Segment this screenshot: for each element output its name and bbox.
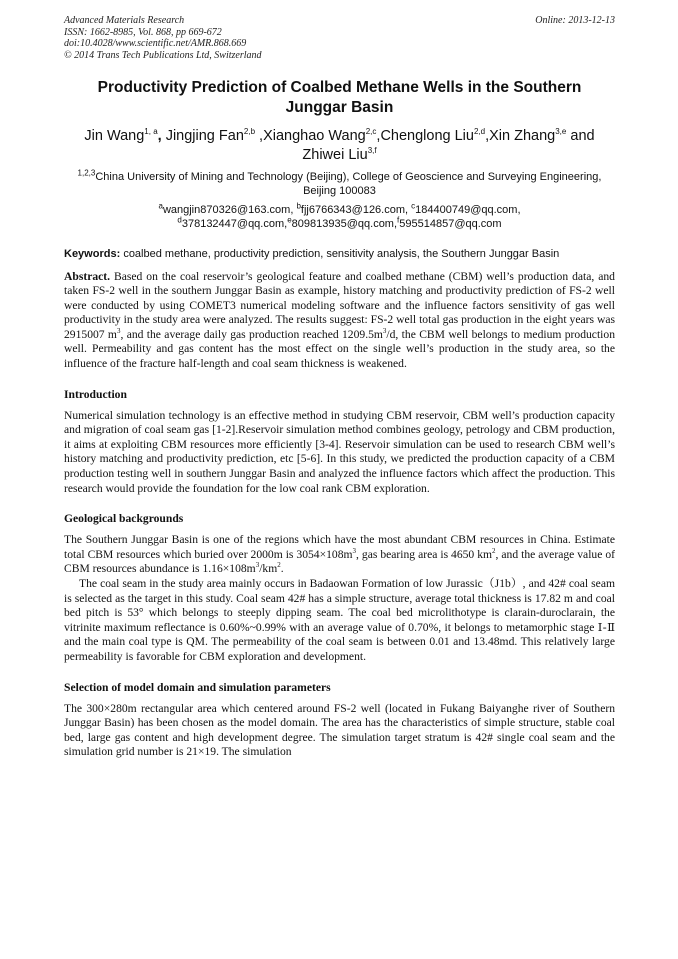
author-affiliation-marker: 3,e xyxy=(555,127,567,137)
issn-line: ISSN: 1662-8985, Vol. 868, pp 669-672 xyxy=(64,26,222,38)
section-heading-introduction: Introduction xyxy=(64,387,127,401)
superscript: 2 xyxy=(492,546,496,555)
paragraph-text: /km xyxy=(259,562,278,576)
author-name: Jin Wang xyxy=(84,128,145,144)
email-separator: , xyxy=(290,204,297,216)
email-marker: f xyxy=(397,215,400,225)
author-name: Zhiwei Liu xyxy=(302,147,368,163)
author-separator: , xyxy=(255,128,264,144)
affiliation-text: China University of Mining and Technology (Beijing), College of Geoscience and Surveying Engineering, Beijing 100083 xyxy=(95,171,602,197)
paragraph-text: , and the average value of CBM resources abundance is 1.16×108m xyxy=(64,547,615,576)
author-name: Jingjing Fan xyxy=(165,128,244,144)
keywords-label: Keywords: xyxy=(64,248,121,260)
author-name: Xin Zhang xyxy=(489,128,556,144)
author-affiliation-marker: 2,d xyxy=(473,127,486,137)
author-separator: and xyxy=(566,128,595,144)
email-separator: , xyxy=(517,204,521,216)
section-heading-geological-backgrounds: Geological backgrounds xyxy=(64,512,184,526)
email-marker: d xyxy=(177,215,182,225)
author-separator: , xyxy=(157,128,166,144)
author-separator: , xyxy=(485,128,490,144)
email-address: fjj6766343@126.com xyxy=(300,204,406,216)
email-separator: , xyxy=(284,218,288,230)
email-marker: e xyxy=(287,215,292,225)
author-separator: , xyxy=(376,128,381,144)
superscript: 3 xyxy=(255,561,260,570)
superscript: 2 xyxy=(277,561,281,570)
paragraph-text: , gas bearing area is 4650 km xyxy=(356,547,493,561)
online-date: Online: 2013-12-13 xyxy=(535,15,615,26)
author-list xyxy=(64,127,615,165)
email-separator: , xyxy=(393,218,398,230)
geology-paragraph-2: The coal seam in the study area mainly occurs in Badaowan Formation of low Jurassic（J1b）, and 42# coal seam is selected as the target in this study. Coal seam 42# has a simple structure, average total thickness is 17.82 m and coal bed pitch is 53° which belongs to steeply dipping seam. The coal bed microlithotype is clarain-duroclarain, the vitrinite maximum reflectance is 0.60%~0.99% with an average value of 0.70%, it belongs to metamorphic stage Ⅰ-Ⅱ and the main coal type is QM. The permeability of the coal seam is between 0.01 and 13.48md. This relatively large permeability is favorable for CBM exploration and development. xyxy=(64,577,615,663)
geology-paragraph-1 xyxy=(64,533,615,577)
email-address: 595514857@qq.com xyxy=(399,218,502,230)
introduction-paragraph: Numerical simulation technology is an effective method in studying CBM reservoir, CBM well’s production capacity and migration of coal seam gas [1-2].Reservoir simulation method combines geology, petrology and CBM production, it aims at exploiting CBM resources more efficiently [3-4]. Reservoir simulation can be used to research CBM well’s history matching and productivity prediction, etc [5-6]. In this study, we predicted the production capacity of a CBM production testing well in southern Junggar Basin and analyzed the influence factors which affect the production. This research would provide the foundation for the low coal rank CBM exploration. xyxy=(64,408,615,495)
author-name: Xianghao Wang xyxy=(263,128,366,144)
email-address: 378132447@qq.com xyxy=(181,218,285,230)
doi-line: doi:10.4028/www.scientific.net/AMR.868.669 xyxy=(64,38,247,49)
author-name: Chenglong Liu xyxy=(380,128,474,144)
email-address: wangjin870326@163.com xyxy=(162,204,291,216)
email-address: 809813935@qq.com xyxy=(291,218,394,230)
superscript: 3 xyxy=(352,546,357,555)
keywords xyxy=(64,248,615,262)
paragraph-text: . xyxy=(280,562,284,576)
author-affiliation-marker: 2,c xyxy=(365,127,377,137)
affiliation xyxy=(64,170,615,198)
email-marker: c xyxy=(411,201,416,211)
paper-page xyxy=(64,15,615,760)
superscript: 3 xyxy=(116,327,121,336)
email-address: 184400749@qq.com xyxy=(415,204,518,216)
journal-header xyxy=(64,15,615,61)
paragraph-text: The Southern Junggar Basin is one of the regions which have the most abundant CBM resources in China. Estimate total CBM resources which buried over 2000m is 3054×108m xyxy=(64,533,615,561)
email-list xyxy=(64,203,615,231)
model-paragraph: The 300×280m rectangular area which centered around FS-2 well (located in Fukang Baiyanghe river of Southern Junggar Basin) has been chosen as the model domain. The area has the characteristics of simple structure, stable coal bed, large gas content and high development degree. The simulation target stratum is 42# single coal seam and the simulation grid number is 21×19. The simulation xyxy=(64,701,615,759)
author-affiliation-marker: 3,f xyxy=(367,146,377,156)
abstract-text: /d, the CBM well belongs to medium production well. Permeability and gas content has the most effect on the single well’s production in the study area, so the influence of the fracture half-length and coal seam thickness is weakened. xyxy=(64,327,615,371)
affiliation-marker: 1,2,3 xyxy=(77,168,96,178)
abstract-label: Abstract. xyxy=(64,269,111,283)
section-heading-model-domain: Selection of model domain and simulation parameters xyxy=(64,680,331,694)
superscript: 3 xyxy=(382,327,387,336)
author-affiliation-marker: 1, a xyxy=(144,127,158,137)
abstract-text: Based on the coal reservoir’s geological feature and coalbed methane (CBM) well’s production data, and taken FS-2 well in the southern Junggar Basin as example, history matching and productivity prediction of FS-2 well were conducted by using COMET3 numerical modeling software and the influence factors sensitivity of gas well productivity in the study area were analyzed. The results suggest: FS-2 well total gas production in the eight years was 2915007 m xyxy=(64,269,615,341)
author-affiliation-marker: 2,b xyxy=(243,127,256,137)
paper-title: Productivity Prediction of Coalbed Methane Wells in the Southern Junggar Basin xyxy=(97,79,582,116)
copyright-line: © 2014 Trans Tech Publications Ltd, Switzerland xyxy=(64,49,262,61)
email-marker: a xyxy=(158,201,163,211)
keywords-text: coalbed methane, productivity prediction, sensitivity analysis, the Southern Junggar Basin xyxy=(123,248,560,260)
journal-name: Advanced Materials Research xyxy=(64,15,185,26)
abstract xyxy=(64,270,615,372)
email-separator: , xyxy=(405,204,412,216)
email-marker: b xyxy=(296,201,301,211)
abstract-text: , and the average daily gas production reached 1209.5m xyxy=(120,327,383,341)
